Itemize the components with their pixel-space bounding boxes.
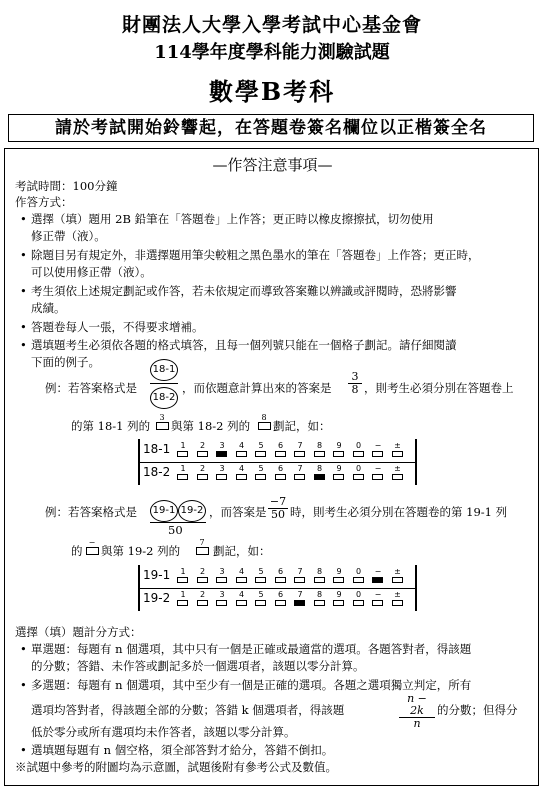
answer-cell-19-1: 19-1 xyxy=(150,500,178,522)
subject-title: 數學B考科 xyxy=(208,77,336,106)
answer-bubble[interactable]: 3 xyxy=(215,590,229,608)
bullet-icon: • xyxy=(20,338,27,352)
method-item-3-line-2: 成績。 xyxy=(31,301,66,315)
example-2-line2-b: 與第 19-2 列的 xyxy=(101,544,181,558)
multi-choice-line-2b: 的分數；但得分 xyxy=(437,703,518,717)
method-item-5-line-1: 選填題考生必須依各題的格式填答，且每一個列號只能在一個格子劃記。請仔細閱讀 xyxy=(31,338,457,352)
answer-bubble[interactable]: ± xyxy=(391,590,405,608)
answer-bubble[interactable]: 4 xyxy=(235,464,249,482)
answer-bubble[interactable]: 7 xyxy=(293,441,307,459)
answer-bubble[interactable]: 6 xyxy=(274,441,288,459)
example-2-line2-c: 劃記，如： xyxy=(213,544,271,558)
answer-bubble[interactable]: 8 xyxy=(313,464,327,482)
answer-bubble[interactable]: 8 xyxy=(313,567,327,585)
answer-grid-example-2 xyxy=(138,565,417,611)
method-item-1-line-1: 選擇（填）題用 2B 鉛筆在「答題卷」上作答；更正時以橡皮擦擦拭，切勿使用 xyxy=(31,212,434,226)
example-2-suffix: 時，則考生必須分別在答題卷的第 19-1 列 xyxy=(290,505,508,519)
answer-bubble[interactable]: 5 xyxy=(254,567,268,585)
answer-bubble[interactable]: 8 xyxy=(313,441,327,459)
answer-bubble[interactable]: ± xyxy=(391,464,405,482)
exam-time: 考試時間：100分鐘 xyxy=(15,179,118,193)
answer-bubble[interactable]: 9 xyxy=(332,464,346,482)
example-1-line2-a: 的第 18-1 列的 xyxy=(71,419,151,433)
answer-bubble[interactable]: 6 xyxy=(274,464,288,482)
bullet-icon: • xyxy=(20,212,27,226)
fill-in-rule: 選填題每題有 n 個空格，須全部答對才給分，答錯不倒扣。 xyxy=(31,743,334,757)
answer-bubble[interactable]: 2 xyxy=(196,567,210,585)
answer-bubble[interactable]: 7 xyxy=(293,590,307,608)
scoring-heading: 選擇（填）題計分方式： xyxy=(15,625,142,639)
answer-bubble[interactable]: 5 xyxy=(254,441,268,459)
answer-grid-row-label: 18-2 xyxy=(143,465,171,479)
answer-bubble[interactable]: 1 xyxy=(176,464,190,482)
answer-bubble[interactable]: 9 xyxy=(332,590,346,608)
notice-title: —作答注意事項— xyxy=(212,156,333,174)
bullet-icon: • xyxy=(20,743,27,757)
answer-cell-18-1: 18-1 xyxy=(150,359,178,381)
bullet-icon: • xyxy=(20,642,27,656)
method-item-2-line-1: 除題目另有規定外，非選擇題用筆尖較粗之黑色墨水的筆在「答題卷」上作答；更正時， xyxy=(31,248,480,262)
mark-box-example: 3 xyxy=(155,413,169,430)
answer-bubble[interactable]: ± xyxy=(391,441,405,459)
answer-cell-18-2: 18-2 xyxy=(150,387,178,409)
answer-bubble[interactable]: 9 xyxy=(332,567,346,585)
multi-choice-line-2a: 選項均答對者，得該題全部的分數；答錯 k 個選項者，得該題 xyxy=(31,703,345,717)
answer-bubble[interactable]: − xyxy=(371,441,385,459)
answer-bubble[interactable]: 5 xyxy=(254,464,268,482)
answer-grid-row xyxy=(140,588,415,610)
answer-bubble[interactable]: 4 xyxy=(235,567,249,585)
example-1-prefix: 例：若答案格式是 xyxy=(45,381,137,395)
answer-bubble[interactable]: 4 xyxy=(235,590,249,608)
answer-bubble[interactable]: 0 xyxy=(352,464,366,482)
answer-bubble[interactable]: 4 xyxy=(235,441,249,459)
method-item-5-line-2: 下面的例子。 xyxy=(31,355,100,369)
answer-bubble[interactable]: 0 xyxy=(352,567,366,585)
answer-bubble[interactable]: 7 xyxy=(293,464,307,482)
answer-bubble[interactable]: 3 xyxy=(215,567,229,585)
footnote: ※試題中參考的附圖均為示意圖，試題後附有參考公式及數值。 xyxy=(15,760,337,774)
answer-bubble[interactable]: 2 xyxy=(196,441,210,459)
answer-bubble[interactable]: 8 xyxy=(313,590,327,608)
answer-fraction: $\frac{-7}{50}$ xyxy=(269,495,287,521)
bullet-icon: • xyxy=(20,678,27,692)
example-2-mid: ，而答案是 xyxy=(209,505,267,519)
answer-grid-row xyxy=(140,439,415,461)
answer-grid-row xyxy=(140,462,415,484)
example-2-denominator: 50 xyxy=(168,523,183,537)
mark-box-example: − xyxy=(85,538,99,555)
example-1-line2-c: 劃記，如： xyxy=(273,419,331,433)
answer-grid-row-label: 18-1 xyxy=(143,442,171,456)
answer-grid-row xyxy=(140,565,415,587)
answer-bubble[interactable]: ± xyxy=(391,567,405,585)
answer-bubble[interactable]: 0 xyxy=(352,590,366,608)
answer-bubble[interactable]: − xyxy=(371,590,385,608)
organization-title: 財團法人大學入學考試中心基金會 xyxy=(121,14,422,36)
answer-bubble[interactable]: 7 xyxy=(293,567,307,585)
example-2-prefix: 例：若答案格式是 xyxy=(45,505,137,519)
row-divider xyxy=(140,462,415,463)
exam-title: 114學年度學科能力測驗試題 xyxy=(154,42,390,63)
answer-fraction: $\frac{3}{8}$ xyxy=(348,371,362,396)
answer-bubble[interactable]: 5 xyxy=(254,590,268,608)
answer-bubble[interactable]: 6 xyxy=(274,590,288,608)
answer-bubble[interactable]: 9 xyxy=(332,441,346,459)
answer-bubble[interactable]: 2 xyxy=(196,590,210,608)
single-choice-line-2: 的分數；答錯、未作答或劃記多於一個選項者，該題以零分計算。 xyxy=(31,659,365,673)
method-heading: 作答方式： xyxy=(15,195,73,209)
answer-grid-example-1 xyxy=(138,439,417,485)
score-fraction: $\frac{n - 2k}{n}$ xyxy=(399,693,435,730)
example-1-suffix: ，則考生必須分別在答題卷上 xyxy=(364,381,514,395)
answer-bubble[interactable]: 3 xyxy=(215,464,229,482)
answer-bubble[interactable]: 1 xyxy=(176,567,190,585)
instructions-box xyxy=(4,148,539,786)
example-1-mid: ，而依題意計算出來的答案是 xyxy=(182,381,332,395)
multi-choice-line-1: 多選題：每題有 n 個選項，其中至少有一個是正確的選項。各題之選項獨立判定，所有 xyxy=(31,678,472,692)
method-item-3-line-1: 考生須依上述規定劃記或作答，若未依規定而導致答案難以辨識或評閱時，恐將影響 xyxy=(31,284,457,298)
answer-bubble[interactable]: − xyxy=(371,464,385,482)
answer-bubble[interactable]: 1 xyxy=(176,441,190,459)
mark-box-example: 8 xyxy=(257,413,271,430)
answer-bubble[interactable]: 6 xyxy=(274,567,288,585)
signature-instruction-banner: 請於考試開始鈴響起，在答題卷簽名欄位以正楷簽全名 xyxy=(8,114,534,142)
bullet-icon: • xyxy=(20,284,27,298)
answer-bubble[interactable]: 1 xyxy=(176,590,190,608)
answer-grid-row-label: 19-1 xyxy=(143,568,171,582)
answer-bubble[interactable]: − xyxy=(371,567,385,585)
multi-choice-line-3: 低於零分或所有選項均未作答者，該題以零分計算。 xyxy=(31,725,296,739)
method-item-2-line-2: 可以使用修正帶（液）。 xyxy=(31,265,152,279)
single-choice-line-1: 單選題：每題有 n 個選項，其中只有一個是正確或最適當的選項。各題答對者，得該題 xyxy=(31,642,472,656)
mark-box-example: 7 xyxy=(195,538,209,555)
bullet-icon: • xyxy=(20,248,27,262)
method-item-1-line-2: 修正帶（液）。 xyxy=(31,229,106,243)
row-divider xyxy=(140,588,415,589)
method-item-4: 答題卷每人一張，不得要求增補。 xyxy=(31,320,204,334)
answer-bubble[interactable]: 3 xyxy=(215,441,229,459)
bullet-icon: • xyxy=(20,320,27,334)
answer-grid-row-label: 19-2 xyxy=(143,591,171,605)
example-2-line2-a: 的 xyxy=(71,544,83,558)
answer-bubble[interactable]: 2 xyxy=(196,464,210,482)
answer-cell-19-2: 19-2 xyxy=(178,500,206,522)
fraction-bar xyxy=(150,383,178,384)
answer-bubble[interactable]: 0 xyxy=(352,441,366,459)
example-1-line2-b: 與第 18-2 列的 xyxy=(171,419,251,433)
